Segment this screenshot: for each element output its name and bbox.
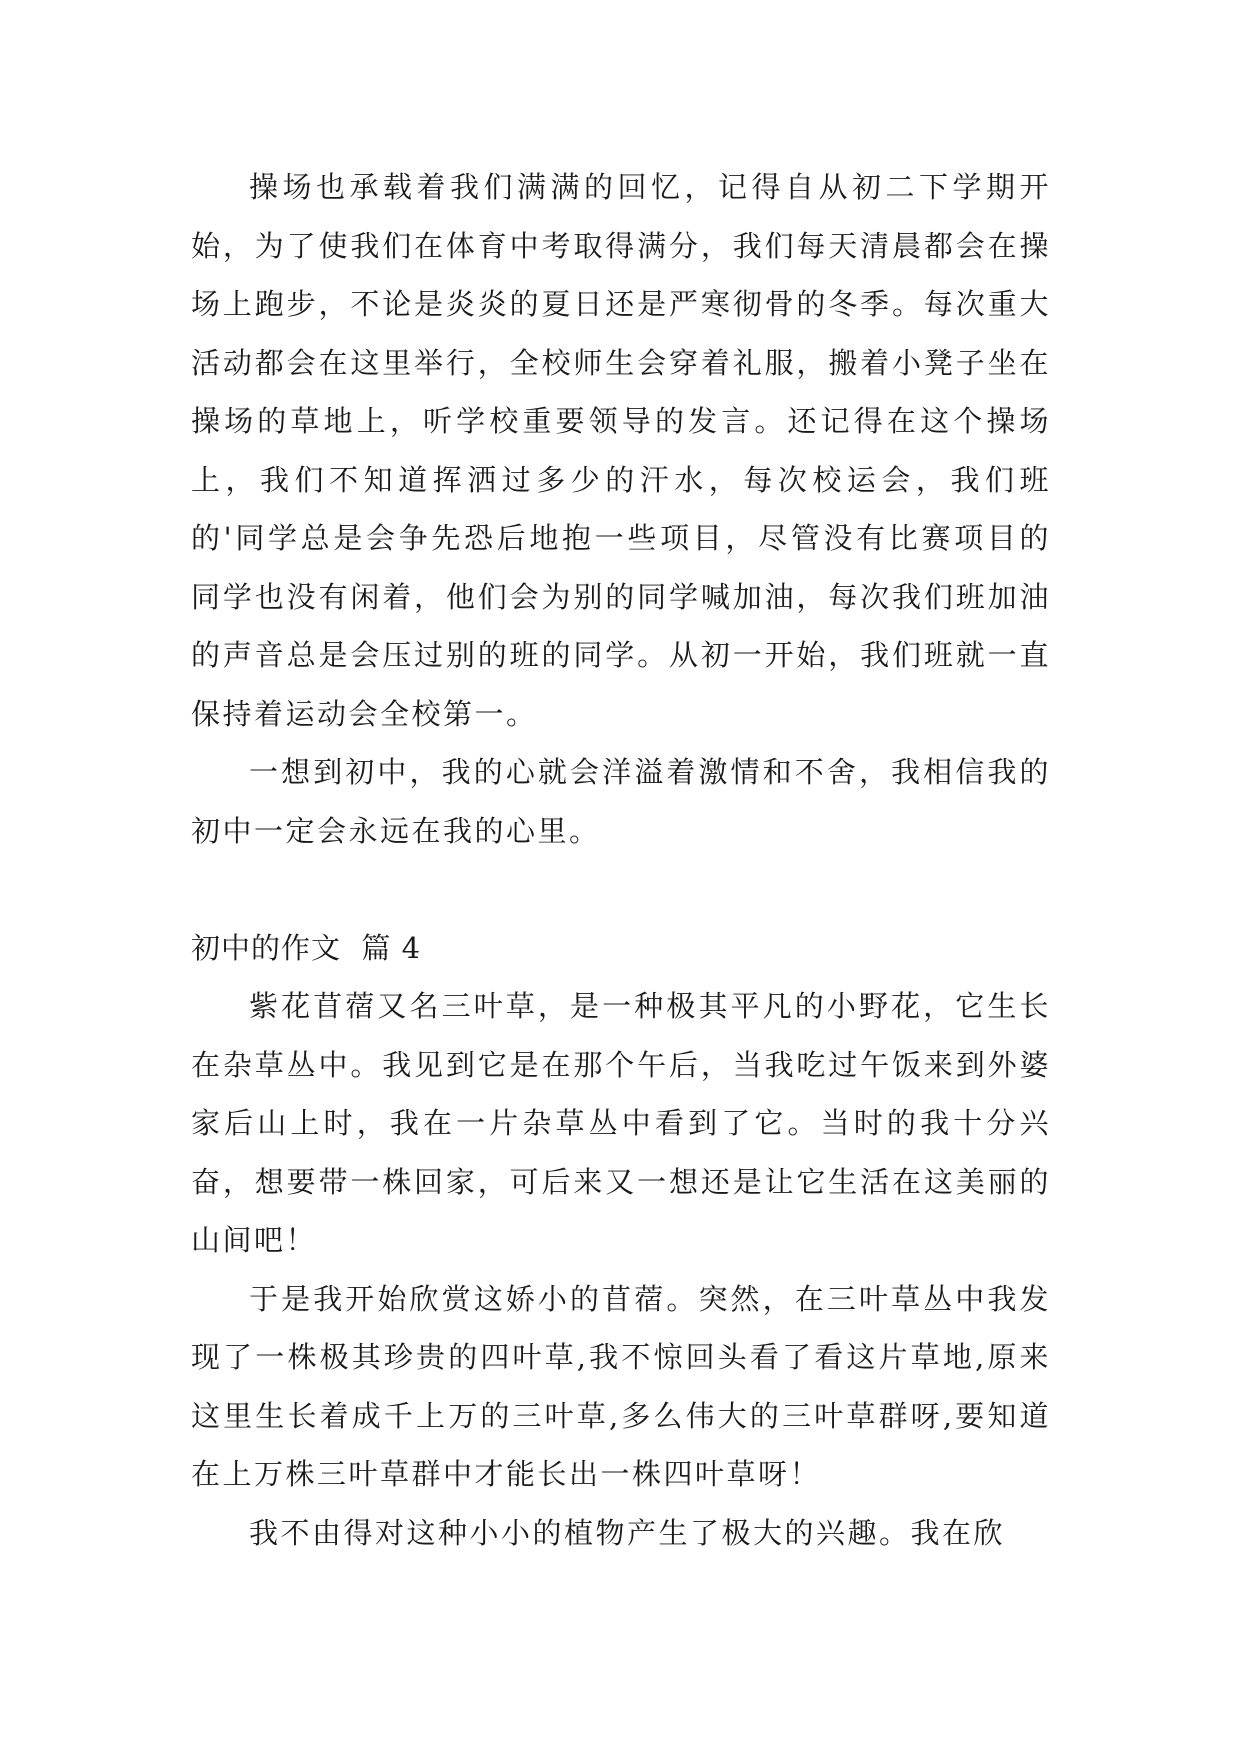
document-body [191,158,1051,1562]
paragraph-playground-memories: 操场也承载着我们满满的回忆，记得自从初二下学期开始，为了使我们在体育中考取得满分，我们每天清晨都会在操场上跑步，不论是炎炎的夏日还是严寒彻骨的冬季。每次重大活动都会在这里举行，全校师生会穿着礼服，搬着小凳子坐在操场的草地上，听学校重要领导的发言。还记得在这个操场上，我们不知道挥洒过多少的汗水，每次校运会，我们班的'同学总是会争先恐后地抱一些项目，尽管没有比赛项目的同学也没有闲着，他们会为别的同学喊加油，每次我们班加油的声音总是会压过别的班的同学。从初一开始，我们班就一直保持着运动会全校第一。 [191,170,1051,731]
section-gap [191,860,1051,919]
paragraph-four-leaf-clover: 于是我开始欣赏这娇小的苜蓿。突然，在三叶草丛中我发现了一株极其珍贵的四叶草,我不惊回头看了看这片草地,原来这里生长着成千上万的三叶草,多么伟大的三叶草群呀,要知道在上万株三叶草群中才能长出一株四叶草呀！ [191,1281,1051,1491]
section-heading: 初中的作文 篇 4 [191,930,422,965]
paragraph-interest: 我不由得对这种小小的植物产生了极大的兴趣。我在欣 [249,1515,1006,1550]
paragraph-middle-school-feelings: 一想到初中，我的心就会洋溢着激情和不舍，我相信我的初中一定会永远在我的心里。 [191,755,1051,848]
paragraph-clover-intro: 紫花苜蓿又名三叶草，是一种极其平凡的小野花，它生长在杂草丛中。我见到它是在那个午后，当我吃过午饭来到外婆家后山上时，我在一片杂草丛中看到了它。当时的我十分兴奋，想要带一株回家，可后来又一想还是让它生活在这美丽的山间吧！ [191,989,1051,1257]
